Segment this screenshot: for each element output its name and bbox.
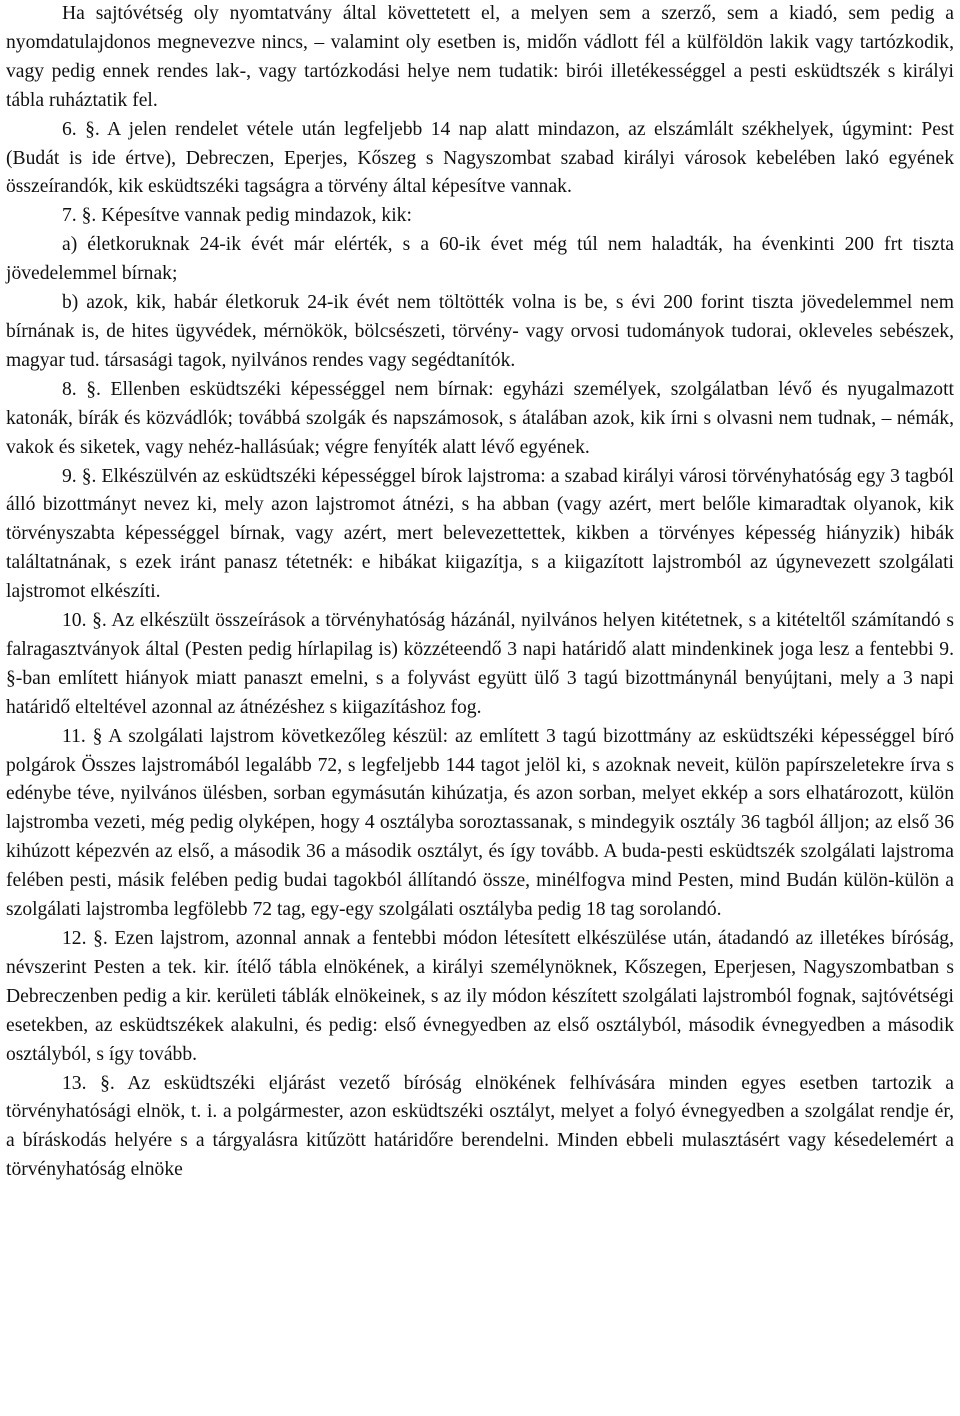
paragraph-section-6: 6. §. A jelen rendelet vétele után legfeljebb 14 nap alatt mindazon, az elszámlált székhelyek, úgymint: Pest (Budát is ide értve), Debreczen, Eperjes, Kőszeg s Nagyszombat szabad királyi városok kebelében lakó egyének összeírandók, kik esküdtszéki tagságra a törvény által képesítve vannak. xyxy=(6,118,954,198)
paragraph-section-9: 9. §. Elkészülvén az esküdtszéki képességgel bírok lajstroma: a szabad királyi városi törvényhatóság egy 3 tagból álló bizottmányt nevez ki, mely azon lajstromot átnézi, s ha abban (vagy azért, mert belőle kimaradtak olyanok, kik törvényszabta képességgel bírnak, vagy azért, mert belevezettettek, kikben a törvényes képesség hiányzik) hibák találtatnának, s ezek iránt panasz tétetnék: e hibákat kiigazítja, s a kiigazított lajstromból az úgynevezett szolgálati lajstromot elkészíti. xyxy=(6,465,954,603)
paragraph-intro: Ha sajtóvétség oly nyomtatvány által követtetett el, a melyen sem a szerző, sem a kiadó, sem pedig a nyomdatulajdonos megnevezve nincs, – valamint oly esetben is, midőn vádlott fél a külföldön lakik vagy tartózkodik, vagy pedig ennek rendes lak-, vagy tartózkodási helye nem tudatik: birói illetékességgel a pesti esküdtszék s királyi tábla ruháztatik fel. xyxy=(6,3,954,111)
paragraph-section-7-a: a) életkoruknak 24-ik évét már elérték, s a 60-ik évet még túl nem haladták, ha évenkinti 200 frt tiszta jövedelemmel bírnak; xyxy=(6,234,954,285)
document-page xyxy=(6,0,954,1185)
paragraph-section-8: 8. §. Ellenben esküdtszéki képességgel nem bírnak: egyházi személyek, szolgálatban lévő és nyugalmazott katonák, bírák és közvádlók; továbbá szolgák és napszámosok, s átalában azok, kik írni s olvasni nem tudnak, – némák, vakok és siketek, vagy nehéz-hallásúak; végre fenyíték alatt lévő egyének. xyxy=(6,378,954,458)
paragraph-section-7-b: b) azok, kik, habár életkoruk 24-ik évét nem töltötték volna is be, s évi 200 forint tiszta jövedelemmel nem bírnának is, de hites ügyvédek, mérnökök, bölcsészeti, törvény- vagy orvosi tudományok tudorai, okleveles sebészek, magyar tud. társasági tagok, nyilvános rendes vagy segédtanítók. xyxy=(6,292,954,371)
paragraph-section-13: 13. §. Az esküdtszéki eljárást vezető bíróság elnökének felhívására minden egyes esetben tartozik a törvényhatósági elnök, t. i. a polgármester, azon esküdtszéki osztályt, melyet a folyó évnegyedben a szolgálat rendje ér, a bíráskodás helyére s a tárgyalásra kitűzött határidőre berendelni. Minden ebbeli mulasztásért vagy késedelemért a törvényhatóság elnöke xyxy=(6,1072,954,1181)
paragraph-section-12: 12. §. Ezen lajstrom, azonnal annak a fentebbi módon létesített elkészülése után, átadandó az illetékes bíróság, névszerint Pesten a tek. kir. ítélő tábla elnökének, a királyi személynöknek, Kőszegen, Eperjesen, Nagyszombatban s Debreczenben pedig a kir. kerületi táblák elnökeinek, s az ily módon készített szolgálati lajstromból fognak, sajtóvétségi esetekben, az esküdtszékek alakulni, és pedig: első évnegyedben az első osztályból, második évnegyedben a második osztályból, s így tovább. xyxy=(6,928,954,1065)
paragraph-section-10: 10. §. Az elkészült összeírások a törvényhatóság házánál, nyilvános helyen kitétetnek, s a kitételtől számítandó s falragasztványok által (Pesten pedig hírlapilag is) közzéteendő 3 napi határidő alatt mindenkinek joga lesz a fentebbi 9. §-ban említett hiányok miatt panaszt emelni, s a folyvást együtt ülő 3 tagú bizottmánynál benyújtani, mely a 3 napi határidő elteltével azonnal az átnézéshez s kiigazításhoz fog. xyxy=(6,610,954,718)
paragraph-section-7: 7. §. Képesítve vannak pedig mindazok, kik: xyxy=(62,205,412,227)
paragraph-section-11: 11. § A szolgálati lajstrom következőleg készül: az említett 3 tagú bizottmány az esküdtszéki képességgel bíró polgárok Összes lajstromából legalább 72, s legfeljebb 144 tagot jelöl ki, s azoknak neveit, külön papírszeletekre írva s edénybe téve, nyilvános ülésben, sorban egymásután kihúzatja, és azon sorban, melyet ekkép a sors elhatározott, külön lajstromba vezeti, még pedig olyképen, hogy 4 osztályba soroztassanak, s mindegyik osztály 36 tagból álljon; az első 36 kihúzott képezvén az első, a második 36 a második osztályt, és így tovább. A buda-pesti esküdtszék szolgálati lajstroma felében pesti, másik felében pedig budai tagokból állítandó össze, minélfogva mind Pesten, mind Budán külön-külön a szolgálati lajstromba legfölebb 72 tag, egy-egy szolgálati osztályba pedig 18 tag sorolandó. xyxy=(6,725,954,921)
